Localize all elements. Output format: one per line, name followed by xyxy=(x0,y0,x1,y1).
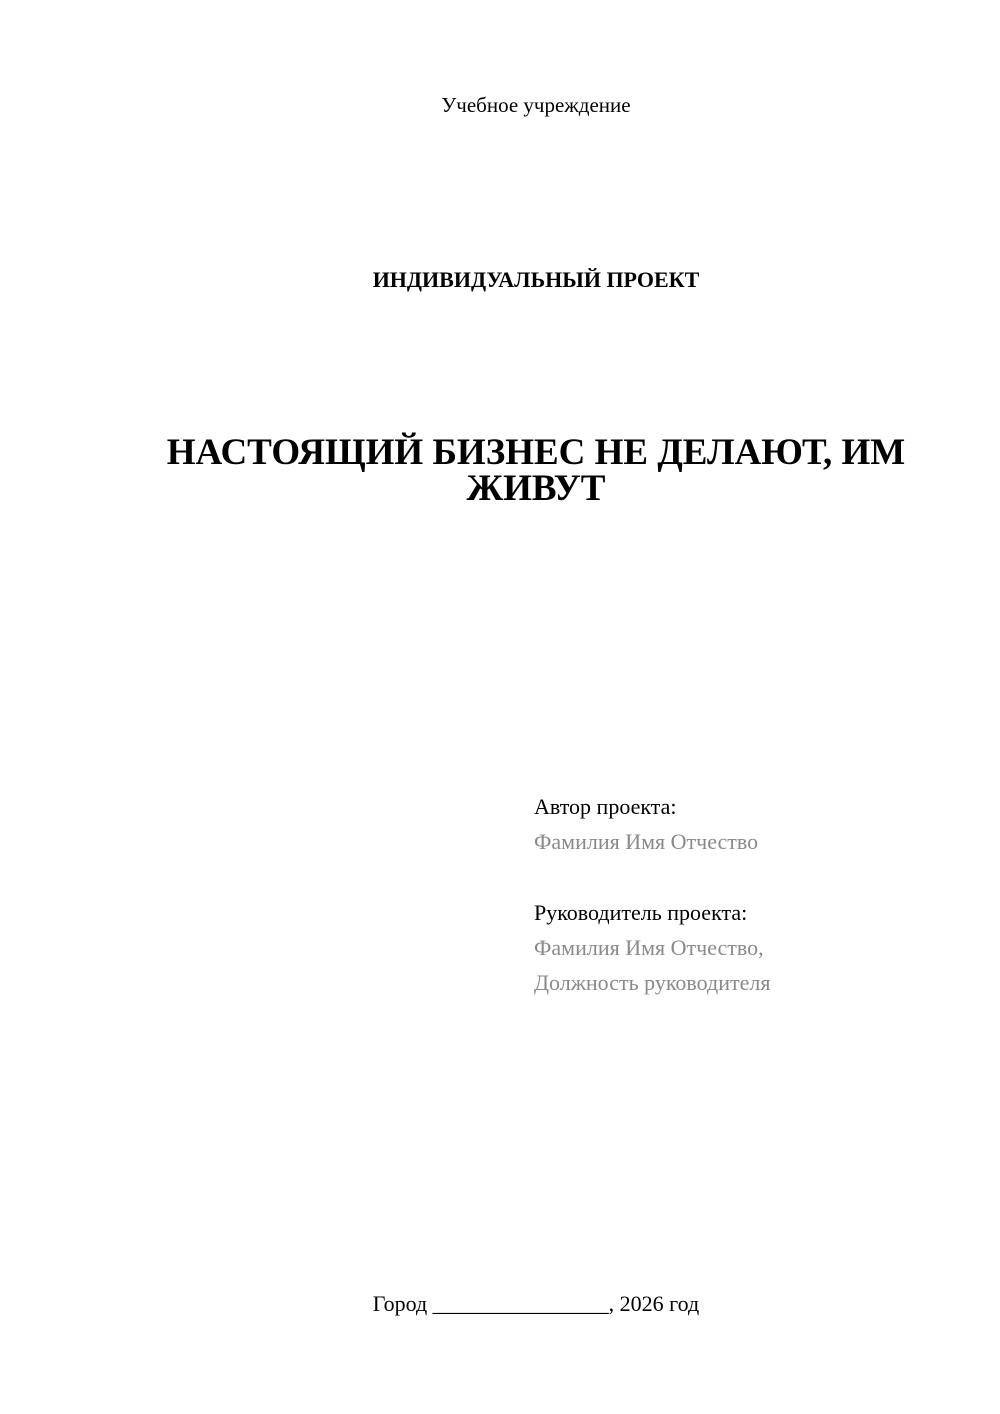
author-label: Автор проекта: xyxy=(534,794,677,819)
project-title-line-2: ЖИВУТ xyxy=(466,468,606,509)
supervisor-name: Фамилия Имя Отчество, xyxy=(534,935,764,960)
project-title-line-1: НАСТОЯЩИЙ БИЗНЕС НЕ ДЕЛАЮТ, ИМ xyxy=(166,432,906,473)
credits-block xyxy=(534,789,974,1000)
city-year-footer: Город ________________, 2026 год xyxy=(372,1291,700,1316)
credits-spacer xyxy=(534,859,974,895)
supervisor-position: Должность руководителя xyxy=(534,970,771,995)
supervisor-label: Руководитель проекта: xyxy=(534,900,748,925)
project-type-heading: ИНДИВИДУАЛЬНЫЙ ПРОЕКТ xyxy=(372,267,700,292)
project-title xyxy=(140,432,932,509)
institution-name: Учебное учреждение xyxy=(441,93,631,117)
author-name: Фамилия Имя Отчество xyxy=(534,829,759,854)
